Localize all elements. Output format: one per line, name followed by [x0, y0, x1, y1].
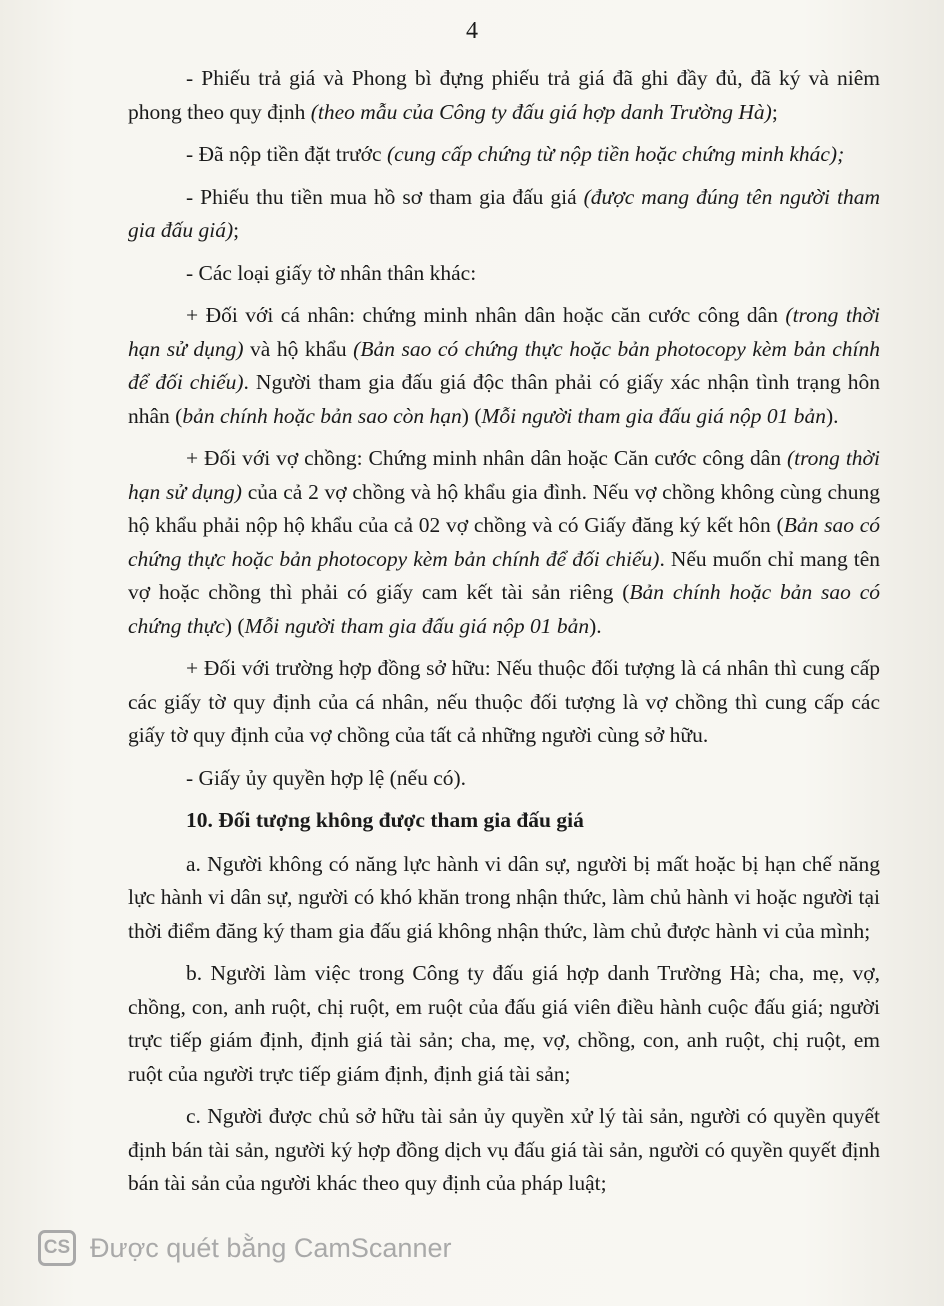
text-run: + Đối với vợ chồng: Chứng minh nhân dân hoặc Căn cước công dân: [186, 446, 787, 470]
text-run: 10. Đối tượng không được tham gia đấu giá: [186, 808, 584, 832]
text-run: của cả 2 vợ chồng và hộ khẩu gia đình. Nếu vợ chồng không cùng chung hộ khẩu phải nộp hộ khẩu của cả 02 vợ chồng và có Giấy đăng ký kết hôn (: [128, 479, 880, 537]
text-run: (trong thời hạn sử dụng): [128, 446, 880, 504]
camscanner-logo-icon: CS: [38, 1230, 76, 1266]
text-run: (Bản sao có chứng thực hoặc bản photocopy kèm bản chính để đối chiếu): [128, 336, 880, 394]
para-tien-dat-truoc: [128, 138, 880, 172]
text-run: - Giấy ủy quyền hợp lệ (nếu có).: [186, 765, 467, 790]
text-run: c. Người được chủ sở hữu tài sản ủy quyền xử lý tài sản, người có quyền quyết định bán tài sản, người ký hợp đồng dịch vụ đấu giá tài sản, người có quyền quyết định bán tài sản của người khác theo quy định của pháp luật;: [128, 1104, 880, 1195]
text-run: Mỗi người tham gia đấu giá nộp 01 bản: [481, 403, 827, 428]
para-item-c: [128, 1100, 880, 1201]
para-item-a: [128, 848, 880, 949]
para-item-b: [128, 957, 880, 1091]
text-run: ;: [771, 99, 778, 124]
text-run: và hộ khẩu: [243, 336, 354, 361]
section-heading-10: [128, 804, 880, 838]
text-run: - Phiếu thu tiền mua hồ sơ tham gia đấu giá: [186, 184, 584, 209]
para-ca-nhan: [128, 299, 880, 433]
document-body: [128, 62, 880, 1210]
text-run: Bản chính hoặc bản sao có chứng thực: [128, 580, 880, 638]
text-run: . Người tham gia đấu giá độc thân phải có giấy xác nhận tình trạng hôn nhân (: [128, 370, 880, 428]
text-run: a. Người không có năng lực hành vi dân sự, người bị mất hoặc bị hạn chế năng lực hành vi dân sự, người có khó khăn trong nhận thức, làm chủ hành vi hoặc người tại thời điểm đăng ký tham gia đấu giá không nhận thức, làm chủ được hành vi của mình;: [128, 851, 880, 943]
text-run: - Phiếu trả giá và Phong bì đựng phiếu trả giá đã ghi đầy đủ, đã ký và niêm phong theo quy định: [128, 66, 880, 124]
text-run: - Các loại giấy tờ nhân thân khác:: [186, 260, 477, 285]
para-giay-to-nhan-than: [128, 257, 880, 291]
text-run: (theo mẫu của Công ty đấu giá hợp danh Trường Hà): [310, 99, 772, 124]
text-run: Bản sao có chứng thực hoặc bản photocopy kèm bản chính để đối chiếu): [128, 513, 881, 571]
para-phieu-tra-gia: [128, 62, 880, 129]
camscanner-watermark: [38, 1228, 451, 1268]
text-run: Mỗi người tham gia đấu giá nộp 01 bản: [244, 613, 590, 638]
page-number: 4: [466, 18, 478, 44]
watermark-text: Được quét bằng CamScanner: [90, 1232, 452, 1263]
text-run: (trong thời hạn sử dụng): [128, 303, 880, 361]
text-run: + Đối với trường hợp đồng sở hữu: Nếu thuộc đối tượng là cá nhân thì cung cấp các giấy tờ quy định của cá nhân, nếu thuộc đối tượng là vợ chồng thì cung cấp các giấy tờ quy định của vợ chồng của tất cả những người cùng sở hữu.: [128, 656, 880, 747]
text-run: . Nếu muốn chỉ mang tên vợ hoặc chồng thì phải có giấy cam kết tài sản riêng (: [128, 546, 881, 604]
para-uy-quyen: [128, 762, 880, 796]
text-run: ;: [233, 218, 240, 242]
text-run: ).: [826, 403, 839, 428]
text-run: ) (: [461, 403, 482, 428]
text-run: - Đã nộp tiền đặt trước: [186, 142, 387, 166]
para-phieu-thu: [128, 181, 880, 248]
text-run: (được mang đúng tên người tham gia đấu giá): [128, 184, 880, 242]
text-run: bản chính hoặc bản sao còn hạn: [182, 403, 462, 428]
para-dong-so-huu: [128, 652, 880, 753]
para-vo-chong: [128, 442, 880, 643]
text-run: ) (: [224, 613, 245, 638]
text-run: b. Người làm việc trong Công ty đấu giá hợp danh Trường Hà; cha, mẹ, vợ, chồng, con, anh ruột, chị ruột, em ruột của đấu giá viên điều hành cuộc đấu giá; người trực tiếp giám định, định giá tài sản; cha, mẹ, vợ, chồng, con, anh ruột, chị ruột, em ruột của người trực tiếp giám định, định giá tài sản;: [128, 961, 880, 1086]
text-run: ).: [589, 613, 602, 638]
text-run: + Đối với cá nhân: chứng minh nhân dân hoặc căn cước công dân: [186, 303, 786, 327]
text-run: (cung cấp chứng từ nộp tiền hoặc chứng minh khác);: [386, 142, 845, 166]
